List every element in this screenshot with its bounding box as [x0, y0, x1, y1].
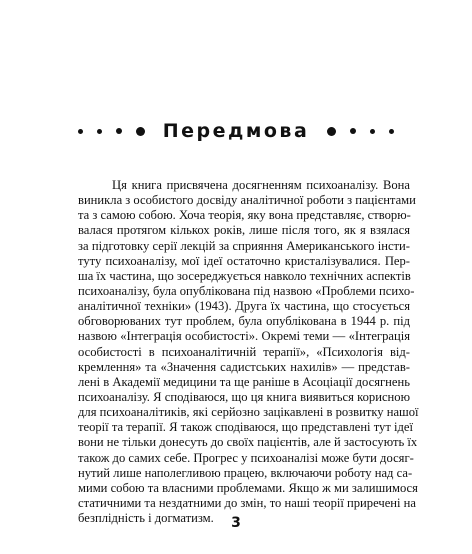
text-line: безплідність і догматизм.: [78, 511, 214, 526]
text-line: аналітичної техніки» (1943). Друга їх частина, що стосується: [78, 299, 410, 314]
text-line: особистості в психоаналітичній терапії», «Психологія від-: [78, 344, 410, 359]
right-ornament-dots: [313, 127, 394, 136]
ornament-dot: [97, 129, 102, 134]
text-line: туту психоаналізу, мої ідеї остаточно кристалізувалися. Пер-: [78, 253, 410, 268]
ornament-dot: [350, 128, 356, 134]
text-line: виникла з особистого досвіду аналітичної роботи з пацієнтами: [78, 193, 416, 208]
text-line: статичними та нездатними до змін, то наші теорії приречені на: [78, 495, 416, 510]
page-number: 3: [231, 515, 241, 531]
text-line: також до самих себе. Прогрес у психоаналізі може бути досяг-: [78, 450, 414, 465]
chapter-title: Передмова: [162, 120, 310, 142]
ornament-dot: [327, 127, 336, 136]
ornament-dot: [370, 129, 375, 134]
ornament-dot: [116, 128, 122, 134]
body-text: [78, 178, 419, 526]
text-line: за підготовку серії лекцій за сприяння Американського інсти-: [78, 238, 410, 253]
ornament-dot: [389, 129, 394, 134]
text-line: обговорюваних тут проблем, була опублікована в 1944 р. під: [78, 314, 410, 329]
text-line: лені в Академії медицини та ще раніше в Асоціації досягнень: [78, 374, 410, 389]
ornament-dot: [136, 127, 145, 136]
text-line: Ця книга присвячена досягненням психоаналізу. Вона: [112, 178, 410, 192]
text-line: ша їх частина, що зосереджується навколо технічних аспектів: [78, 268, 411, 283]
text-line: психоаналізу, була опублікована під назвою «Проблеми психо-: [78, 283, 415, 298]
text-line: теорії та терапії. Я також сподіваюся, що представлені тут ідеї: [78, 420, 413, 435]
text-line: назвою «Інтеграція особистості». Окремі теми — «Інтеграція: [78, 329, 410, 344]
chapter-heading: [0, 118, 472, 144]
ornament-dot: [78, 129, 83, 134]
text-line: валася протягом кількох років, лише після того, як я взялася: [78, 223, 410, 238]
text-line: психоаналізу. Я сподіваюся, що ця книга виявиться корисною: [78, 389, 410, 404]
text-line: мими собою та власними проблемами. Якщо ж ми залишимося: [78, 480, 418, 495]
text-line: нутий лише наполегливою працею, включаючи роботу над са-: [78, 465, 413, 480]
text-line: для психоаналітиків, які серйозно зацікавлені в розвитку нашої: [78, 405, 419, 420]
left-ornament-dots: [78, 127, 159, 136]
text-line: кремлення» та «Значення садистських нахилів» — представ-: [78, 359, 410, 374]
text-line: та з самою собою. Хоча теорія, яку вона представляє, створю-: [78, 208, 411, 223]
text-line: вони не тільки донесуть до своїх пацієнтів, але й застосують їх: [78, 435, 418, 450]
